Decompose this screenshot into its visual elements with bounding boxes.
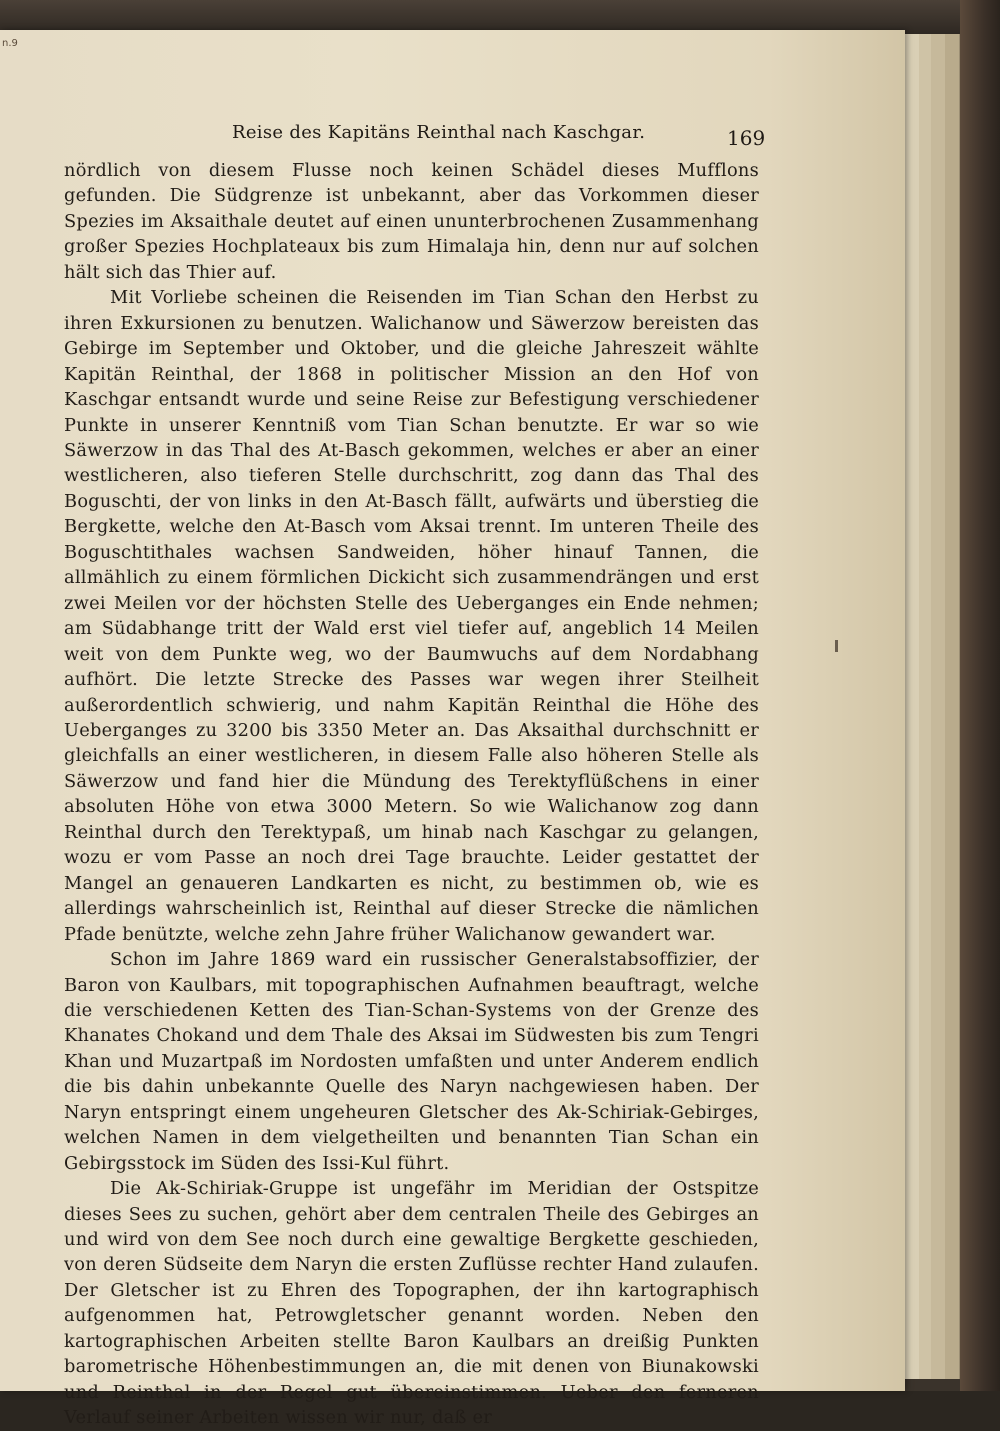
paragraph: nördlich von diesem Flusse noch keinen Schädel dieses Mufflons gefunden. Die Südgrenze ist unbekannt, aber das Vorkommen dieser Spezies im Aksaithale deutet auf einen ununterbrochenen Zusammenhang großer Spezies Hochplateaux bis zum Himalaja hin, denn nur auf solchen hält sich das Thier auf.: [64, 160, 759, 283]
page-stack-edge: [945, 34, 960, 1379]
margin-mark: [835, 640, 838, 652]
page-stack-edge: [931, 34, 946, 1379]
book-page: [0, 30, 905, 1429]
page-number: 169: [727, 126, 766, 150]
paragraph: Mit Vorliebe scheinen die Reisenden im Tian Schan den Herbst zu ihren Exkursionen zu benutzen. Walichanow und Säwerzow bereisten das Gebirge im September und Oktober, und die gleiche Jahreszeit wählte Kapitän Reinthal, der 1868 in politischer Mission an den Hof von Kaschgar entsandt wurde und seine Reise zur Befestigung verschiedener Punkte in unserer Kenntniß vom Tian Schan benutzte. Er war so wie Säwerzow in das Thal des At-Basch gekommen, welches er aber an einer westlicheren, also tieferen Stelle durchschritt, zog dann das Thal des Boguschti, der von links in den At-Basch fällt, aufwärts und überstieg die Bergkette, welche den At-Basch vom Aksai trennt. Im unteren Theile des Boguschtithales wachsen Sandweiden, höher hinauf Tannen, die allmählich zu einem förmlichen Dickicht sich zusammendrängen und erst zwei Meilen vor der höchsten Stelle des Ueberganges ein Ende nehmen; am Südabhange tritt der Wald erst viel tiefer auf, angeblich 14 Meilen weit von dem Punkte weg, wo der Baumwuchs auf dem Nordabhang aufhört. Die letzte Strecke des Passes war wegen ihrer Steilheit außerordentlich schwierig, und nahm Kapitän Reinthal die Höhe des Ueberganges zu 3200 bis 3350 Meter an. Das Aksaithal durchschnitt er gleichfalls an einer westlicheren, in diesem Falle also höheren Stelle als Säwerzow und fand hier die Mündung des Terektyflüßchens in einer absoluten Höhe von etwa 3000 Metern. So wie Walichanow zog dann Reinthal durch den Terektypaß, um hinab nach Kaschgar zu gelangen, wozu er vom Passe an noch drei Tage brauchte. Leider gestattet der Mangel an genaueren Landkarten es nicht, zu bestimmen ob, wie es allerdings wahrscheinlich ist, Reinthal auf dieser Strecke die nämlichen Pfade benützte, welche zehn Jahre früher Walichanow gewandert war.: [64, 287, 759, 945]
paragraph: Die Ak-Schiriak-Gruppe ist ungefähr im Meridian der Ostspitze dieses Sees zu suchen, gehört aber dem centralen Theile des Gebirges an und wird von dem See noch durch eine gewaltige Bergkette geschieden, von deren Südseite dem Naryn die ersten Zuflüsse rechter Hand zulaufen. Der Gletscher ist zu Ehren des Topographen, der ihn kartographisch aufgenommen hat, Petrowgletscher genannt worden. Neben den kartographischen Arbeiten stellte Baron Kaulbars an dreißig Punkten barometrische Höhenbestimmungen an, die mit denen von Biunakowski und Reinthal in der Regel gut übereinstimmen. Ueber den ferneren Verlauf seiner Arbeiten wissen wir nur, daß er: [64, 1178, 759, 1429]
corner-note: n.9: [2, 38, 18, 49]
body-text: [64, 158, 759, 1431]
paragraph: Schon im Jahre 1869 ward ein russischer Generalstabsoffizier, der Baron von Kaulbars, mit topographischen Aufnahmen beauftragt, welche die verschiedenen Ketten des Tian-Schan-Systems von der Grenze des Khanates Chokand und dem Thale des Aksai im Südwesten bis zum Tengri Khan und Muzartpaß im Nordosten umfaßten und unter Anderem endlich die bis dahin unbekannte Quelle des Naryn nachgewiesen haben. Der Naryn entspringt einem ungeheuren Gletscher des Ak-Schiriak-Gebirges, welchen Namen in dem vielgetheilten und benannten Tian Schan ein Gebirgsstock im Süden des Issi-Kul führt.: [64, 949, 759, 1174]
page-stack-edge: [905, 34, 920, 1379]
book-cover-top-edge: [0, 0, 1000, 34]
running-head: Reise des Kapitäns Reinthal nach Kaschgar.: [232, 122, 646, 143]
book-cover-right-edge: [960, 0, 1000, 1391]
